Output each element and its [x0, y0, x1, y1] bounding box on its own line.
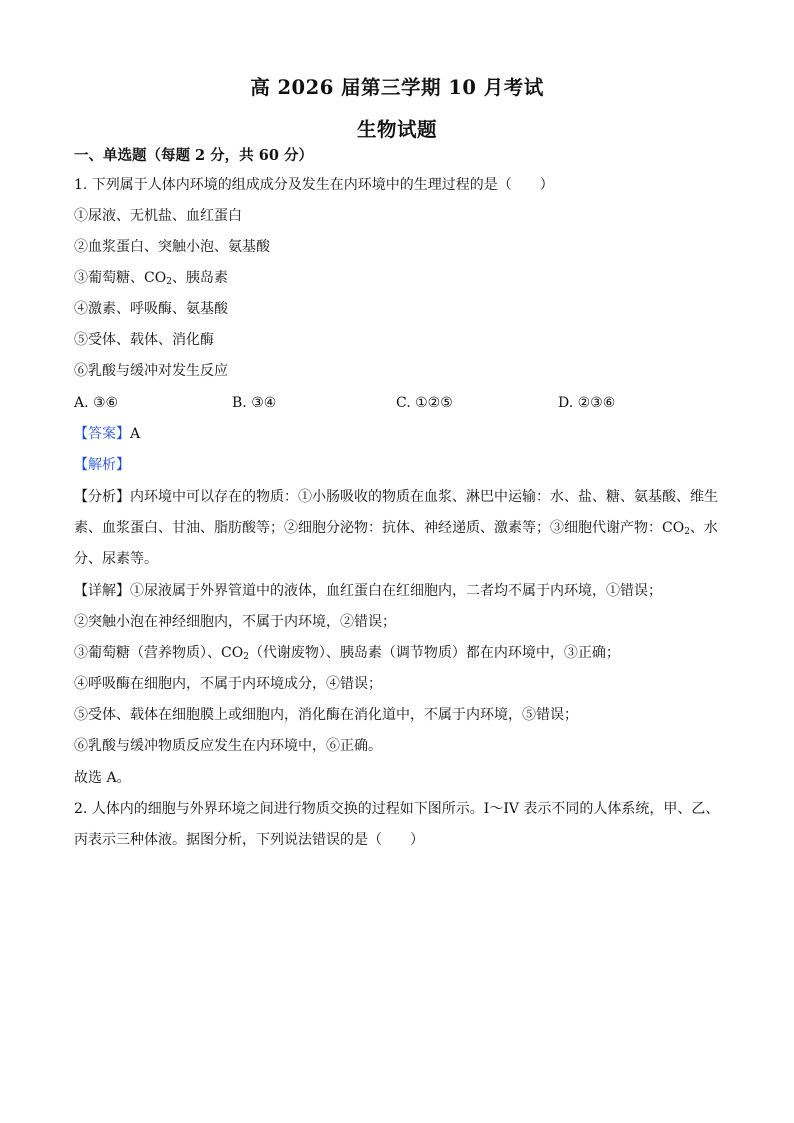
option-c: C. ①②⑤	[396, 395, 453, 411]
analysis-line-2: 素、血浆蛋白、甘油、脂肪酸等；②细胞分泌物：抗体、神经递质、激素等；③细胞代谢产物：$CO_2$、水	[74, 520, 718, 537]
question-1-stem: 1. 下列属于人体内环境的组成成分及发生在内环境中的生理过程的是（ ）	[74, 177, 554, 193]
question-1-item-6: ⑥乳酸与缓冲对发生反应	[74, 363, 228, 379]
answer-tag: 【答案】	[74, 426, 130, 442]
question-1-item-3: ③葡萄糖、$CO_2$、胰岛素	[74, 270, 228, 287]
analysis-line-3: 分、尿素等。	[74, 551, 158, 567]
detail-line-5: ⑤受体、载体在细胞膜上或细胞内，消化酶在消化道中，不属于内环境，⑤错误；	[74, 707, 578, 723]
section-heading: 一、单选题（每题 2 分，共 60 分）	[74, 147, 313, 164]
analysis-line-1: 【分析】内环境中可以存在的物质：①小肠吸收的物质在血浆、淋巴中运输：水、盐、糖、氨基酸、维生	[74, 489, 718, 505]
exam-title: 高 2026 届第三学期 10 月考试	[250, 76, 544, 99]
question-1-options	[74, 393, 724, 413]
detail-line-1: 【详解】①尿液属于外界管道中的液体，血红蛋白在红细胞内，二者均不属于内环境，①错误；	[74, 583, 662, 599]
option-b: B. ③④	[232, 395, 277, 411]
answer-line	[74, 424, 724, 444]
detail-line-3: ③葡萄糖（营养物质）、$CO_2$（代谢废物）、胰岛素（调节物质）都在内环境中，③正确；	[74, 645, 620, 662]
conclusion: 故选 A。	[74, 770, 131, 786]
question-1-item-2: ②血浆蛋白、突触小泡、氨基酸	[74, 239, 270, 255]
answer-value: A	[130, 426, 141, 442]
question-2-stem-line-1: 2. 人体内的细胞与外界环境之间进行物质交换的过程如下图所示。I～IV 表示不同的人体系统，甲、乙、	[74, 801, 720, 817]
exam-subtitle: 生物试题	[356, 118, 437, 141]
question-1-item-5: ⑤受体、载体、消化酶	[74, 332, 214, 348]
question-1-item-4: ④激素、呼吸酶、氨基酸	[74, 301, 228, 317]
option-a: A. ③⑥	[74, 395, 119, 411]
analysis-heading: 【解析】	[74, 457, 130, 473]
option-d: D. ②③⑥	[558, 395, 616, 411]
detail-line-2: ②突触小泡在神经细胞内，不属于内环境，②错误；	[74, 614, 396, 630]
detail-line-4: ④呼吸酶在细胞内，不属于内环境成分，④错误；	[74, 676, 382, 692]
question-2-stem-line-2: 丙表示三种体液。据图分析，下列说法错误的是（ ）	[74, 832, 424, 848]
detail-line-6: ⑥乳酸与缓冲物质反应发生在内环境中，⑥正确。	[74, 738, 382, 754]
question-1-item-1: ①尿液、无机盐、血红蛋白	[74, 208, 242, 224]
